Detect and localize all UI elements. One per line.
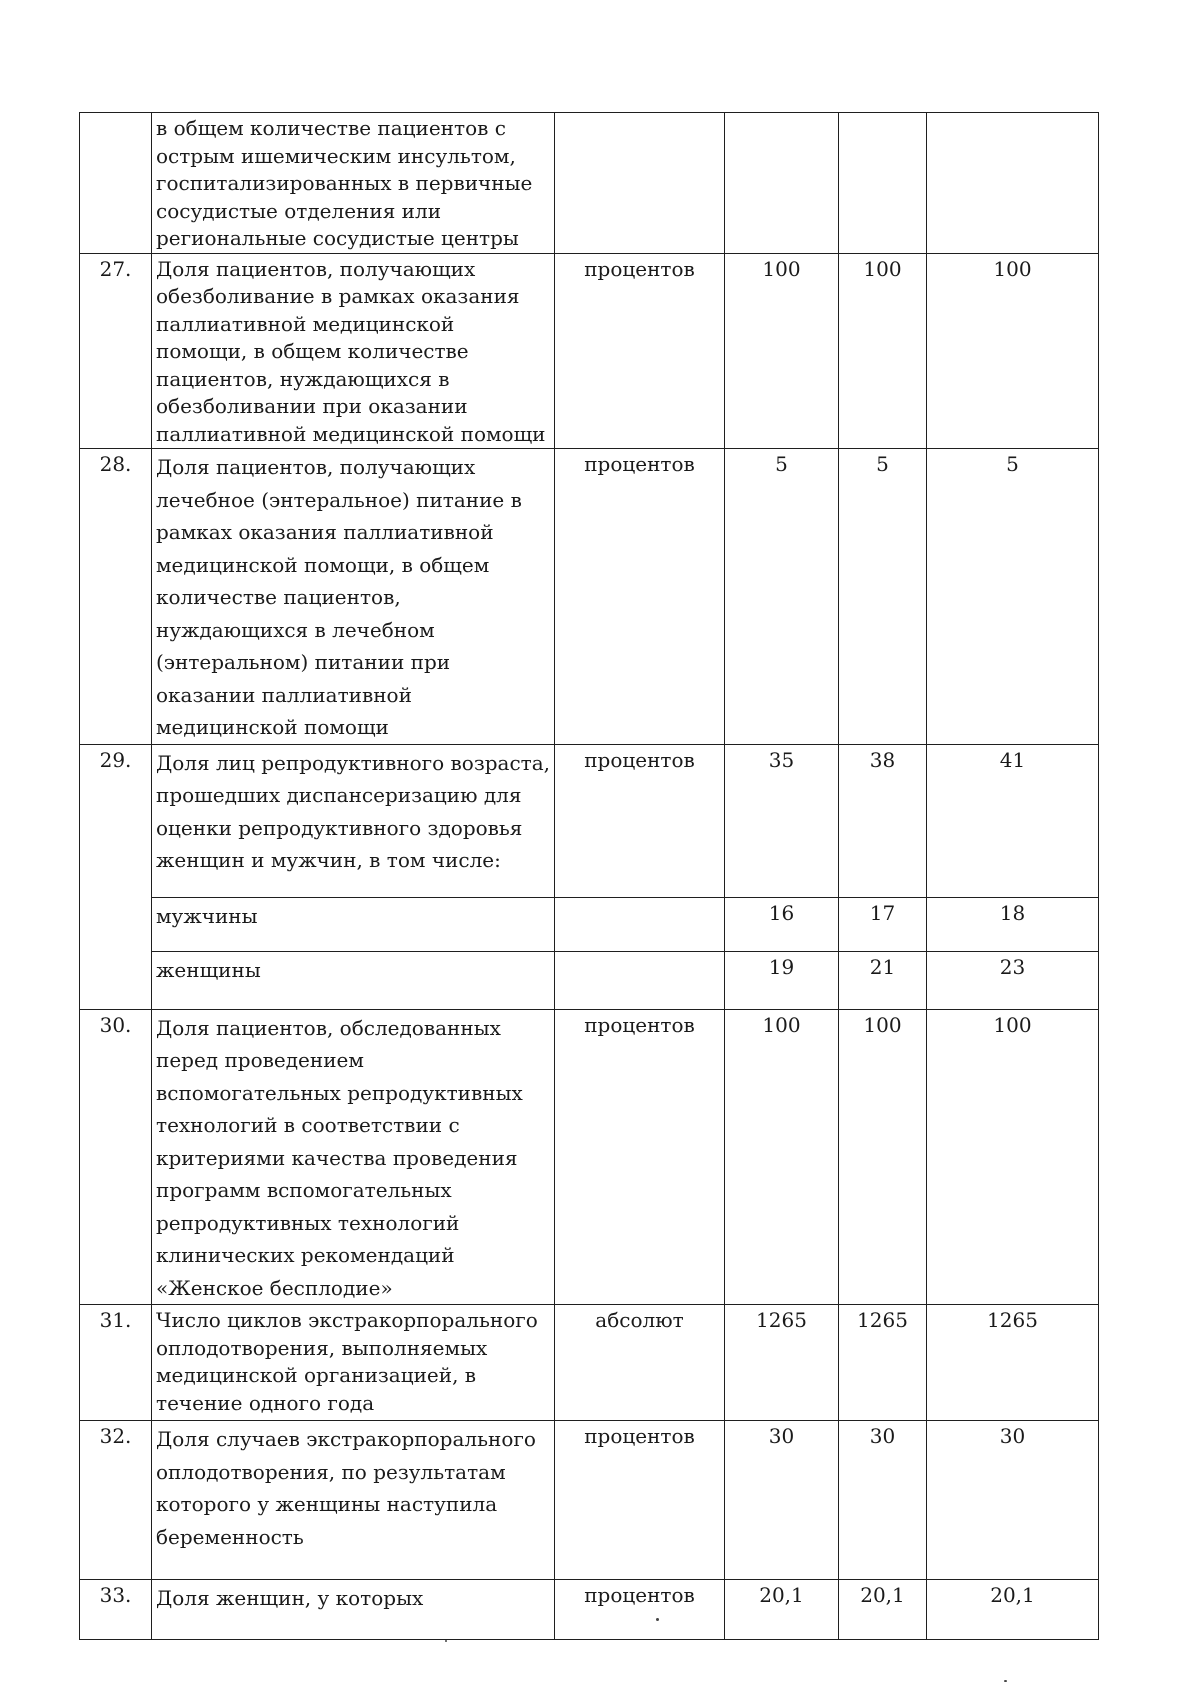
row-value-1: 5	[725, 449, 839, 745]
table-row	[80, 1009, 1099, 1305]
row-description: Доля пациентов, обследованных перед проведением вспомогательных репродуктивных технологий в соответствии с критериями качества проведения программ вспомогательных репродуктивных технологий клинических рекомендаций «Женское бесплодие»	[156, 1015, 523, 1300]
row-description: Число циклов экстракорпорального оплодотворения, выполняемых медицинской организацией, в течение одного года	[156, 1308, 538, 1415]
scan-speck	[656, 1618, 659, 1621]
row-value-3: 100	[927, 253, 1099, 449]
table-row	[80, 113, 1099, 254]
row-value-3: 23	[927, 951, 1099, 1009]
table-row	[80, 897, 1099, 951]
row-value-3	[927, 113, 1099, 254]
row-value-3: 100	[927, 1009, 1099, 1305]
row-value-1	[725, 113, 839, 254]
row-value-2: 21	[839, 951, 927, 1009]
row-value-2: 5	[839, 449, 927, 745]
row-value-2	[839, 113, 927, 254]
row-value-3: 18	[927, 897, 1099, 951]
indicators-table	[79, 112, 1099, 1640]
row-number: 33.	[80, 1580, 152, 1640]
table-row	[80, 449, 1099, 745]
row-number	[80, 951, 152, 1009]
row-description: в общем количестве пациентов с острым ишемическим инсультом, госпитализированных в первичные сосудистые отделения или региональные сосудистые центры	[156, 116, 533, 250]
row-value-2: 1265	[839, 1305, 927, 1421]
row-unit: процентов	[555, 253, 725, 449]
row-unit: процентов	[555, 1009, 725, 1305]
row-number: 30.	[80, 1009, 152, 1305]
row-value-3: 30	[927, 1421, 1099, 1580]
row-description: женщины	[156, 957, 261, 982]
row-value-3: 1265	[927, 1305, 1099, 1421]
row-value-1: 19	[725, 951, 839, 1009]
row-description: Доля лиц репродуктивного возраста, прошедших диспансеризацию для оценки репродуктивного здоровья женщин и мужчин, в том числе:	[156, 750, 551, 872]
table-row	[80, 744, 1099, 897]
row-value-2: 17	[839, 897, 927, 951]
row-value-1: 35	[725, 744, 839, 897]
row-number: 31.	[80, 1305, 152, 1421]
row-value-1: 100	[725, 1009, 839, 1305]
table-row	[80, 1421, 1099, 1580]
row-number: 32.	[80, 1421, 152, 1580]
row-value-1: 20,1	[725, 1580, 839, 1640]
row-number: 29.	[80, 744, 152, 897]
row-value-3: 5	[927, 449, 1099, 745]
scan-speck	[1004, 1680, 1007, 1682]
row-value-1: 16	[725, 897, 839, 951]
table-row	[80, 951, 1099, 1009]
table-row	[80, 253, 1099, 449]
row-unit: процентов	[555, 1580, 725, 1640]
row-unit: абсолют	[555, 1305, 725, 1421]
row-description: Доля пациентов, получающих обезболивание в рамках оказания паллиативной медицинской помощи, в общем количестве пациентов, нуждающихся в обезболивании при оказании паллиативной медицинской помощи	[156, 256, 546, 446]
scan-speck	[445, 1640, 447, 1642]
row-description: мужчины	[156, 903, 258, 928]
row-unit	[555, 897, 725, 951]
row-description: Доля женщин, у которых	[156, 1586, 424, 1610]
row-value-3: 41	[927, 744, 1099, 897]
row-unit: процентов	[555, 449, 725, 745]
row-value-1: 100	[725, 253, 839, 449]
row-value-3: 20,1	[927, 1580, 1099, 1640]
row-number	[80, 897, 152, 951]
row-value-2: 38	[839, 744, 927, 897]
row-description: Доля пациентов, получающих лечебное (энтеральное) питание в рамках оказания паллиативной медицинской помощи, в общем количестве пациентов, нуждающихся в лечебном (энтеральном) питании при оказании паллиативной медицинской помощи	[156, 455, 522, 739]
row-value-1: 1265	[725, 1305, 839, 1421]
row-number: 27.	[80, 253, 152, 449]
row-number: 28.	[80, 449, 152, 745]
row-value-1: 30	[725, 1421, 839, 1580]
row-value-2: 20,1	[839, 1580, 927, 1640]
row-number	[80, 113, 152, 254]
row-unit: процентов	[555, 744, 725, 897]
row-value-2: 100	[839, 1009, 927, 1305]
row-unit: процентов	[555, 1421, 725, 1580]
row-unit	[555, 951, 725, 1009]
row-description: Доля случаев экстракорпорального оплодотворения, по результатам которого у женщины наступила беременность	[156, 1427, 536, 1549]
row-value-2: 100	[839, 253, 927, 449]
row-value-2: 30	[839, 1421, 927, 1580]
table-row	[80, 1580, 1099, 1640]
table-row	[80, 1305, 1099, 1421]
row-unit	[555, 113, 725, 254]
